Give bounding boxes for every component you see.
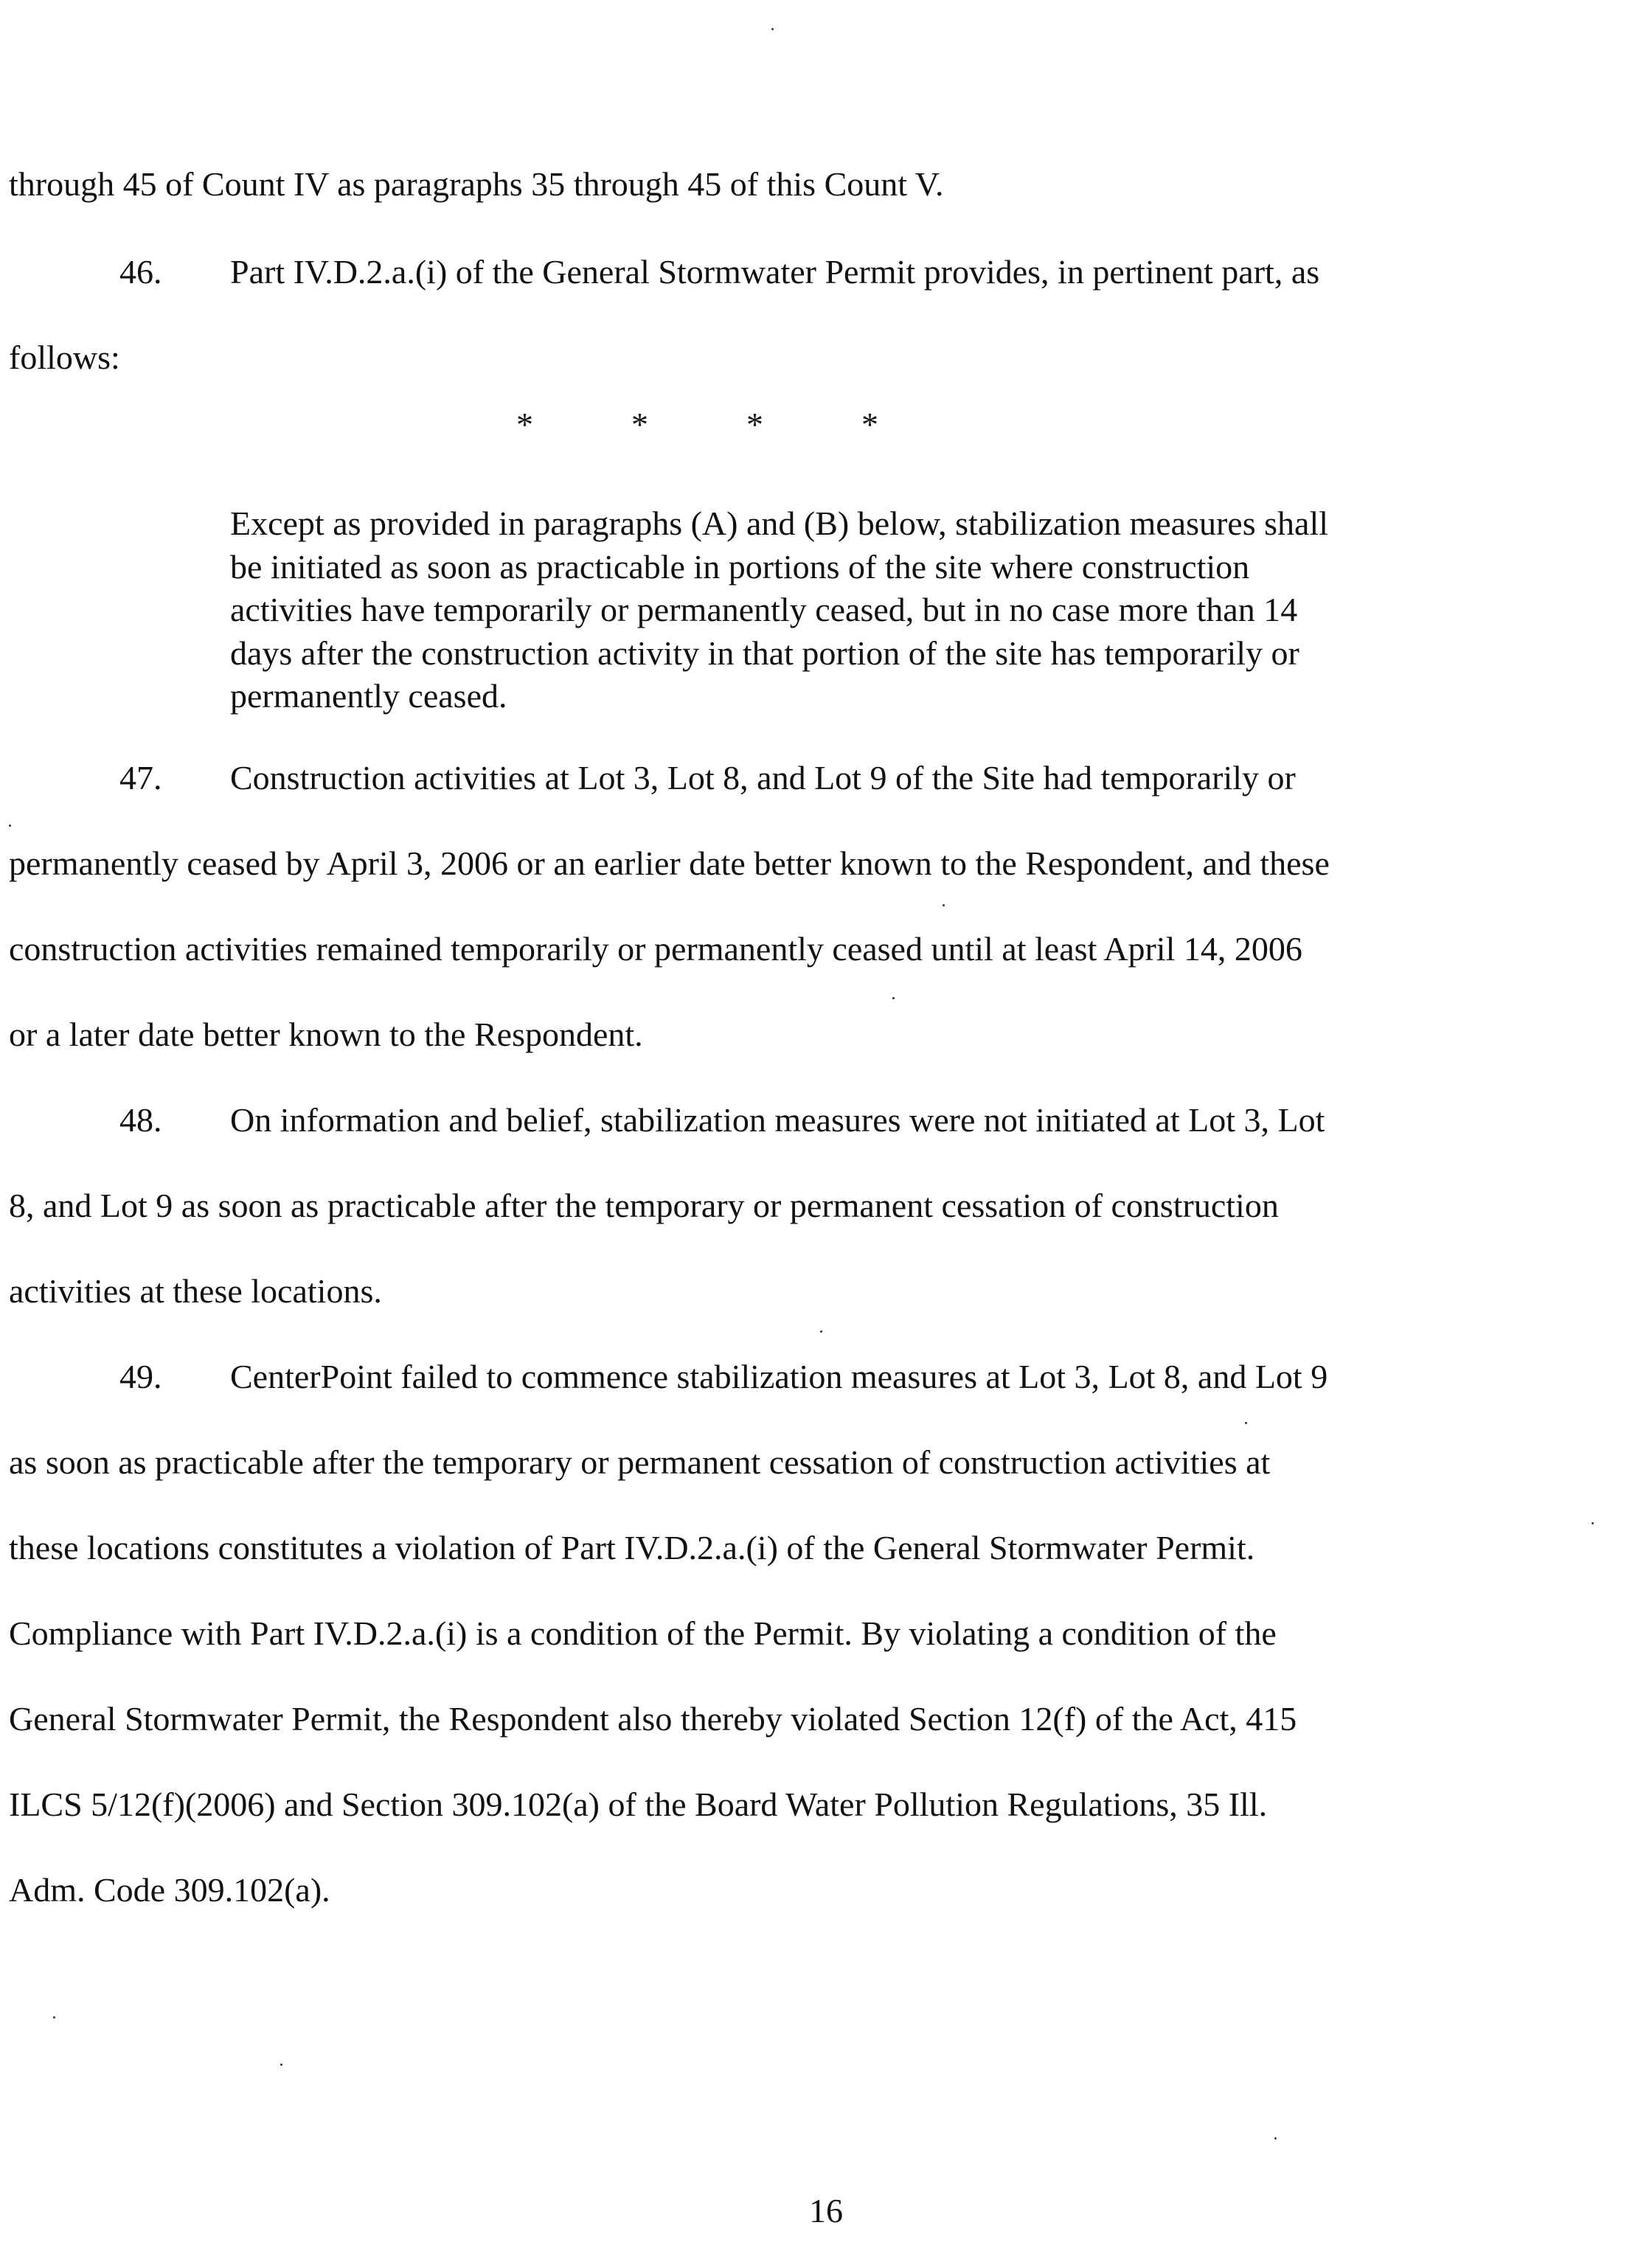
scan-speck [9,825,11,827]
body-line: construction activities remained temporarily or permanently ceased until at least April 14, 2006 [9,930,1302,968]
scan-speck [280,2064,282,2066]
scan-speck [943,904,945,906]
scan-speck [53,2016,55,2019]
scan-speck [771,28,774,30]
scan-speck [892,997,895,999]
paragraph-number: 46. [119,253,162,291]
body-line: these locations constitutes a violation of Part IV.D.2.a.(i) of the General Stormwater Permit. [9,1529,1255,1566]
body-line: activities at these locations. [9,1272,382,1310]
body-line: 8, and Lot 9 as soon as practicable after the temporary or permanent cessation of construction [9,1187,1279,1224]
scan-speck [820,1330,822,1333]
body-line: Compliance with Part IV.D.2.a.(i) is a condition of the Permit. By violating a condition of the [9,1614,1277,1652]
block-quote [230,502,1454,718]
quote-line: activities have temporarily or permanently ceased, but in no case more than 14 [230,591,1298,628]
body-line: On information and belief, stabilization measures were not initiated at Lot 3, Lot [230,1101,1325,1139]
quote-line: Except as provided in paragraphs (A) and (B) below, stabilization measures shall [230,504,1329,542]
scan-speck [1274,2137,1277,2139]
body-line: or a later date better known to the Respondent. [9,1016,643,1053]
scan-speck [1245,1422,1247,1424]
body-line: Adm. Code 309.102(a). [9,1871,330,1909]
quote-line: days after the construction activity in that portion of the site has temporarily or [230,634,1299,672]
star: * [861,406,878,443]
body-line: General Stormwater Permit, the Respondent also thereby violated Section 12(f) of the Act, 415 [9,1700,1297,1738]
star: * [631,406,648,443]
body-line: follows: [9,339,120,376]
paragraph-number: 48. [119,1101,162,1139]
body-line: Part IV.D.2.a.(i) of the General Stormwater Permit provides, in pertinent part, as [230,253,1320,291]
quote-line: be initiated as soon as practicable in portions of the site where construction [230,547,1250,586]
star: * [516,406,533,443]
paragraph-number: 47. [119,759,162,796]
body-line: as soon as practicable after the temporary or permanent cessation of construction activities at [9,1443,1271,1481]
paragraph-number: 49. [119,1358,162,1395]
page-number: 16 [809,2192,843,2229]
body-line: CenterPoint failed to commence stabilization measures at Lot 3, Lot 8, and Lot 9 [230,1358,1328,1395]
star: * [746,406,763,443]
quote-line: permanently ceased. [230,677,507,715]
scan-speck [1592,1522,1594,1524]
body-line: ILCS 5/12(f)(2006) and Section 309.102(a) of the Board Water Pollution Regulations, 35 Ill. [9,1785,1268,1823]
body-line: Construction activities at Lot 3, Lot 8, and Lot 9 of the Site had temporarily or [230,759,1296,796]
body-line: through 45 of Count IV as paragraphs 35 through 45 of this Count V. [9,165,944,203]
body-line: permanently ceased by April 3, 2006 or an earlier date better known to the Respondent, and these [9,844,1330,882]
